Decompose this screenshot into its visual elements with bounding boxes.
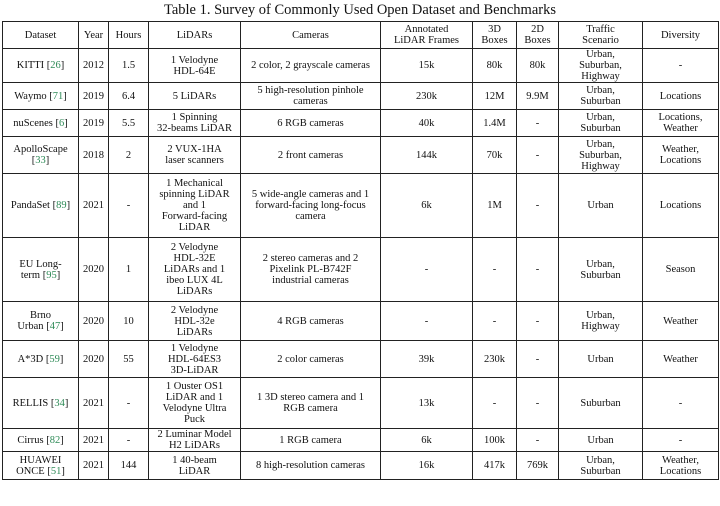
diversity-cell: Weather, Locations [643,137,719,174]
dataset-name: Cirrus [17,434,44,446]
diversity-cell: Weather, Locations [643,452,719,480]
table-caption: Table 1. Survey of Commonly Used Open Dataset and Benchmarks [163,2,556,18]
dataset-name: RELLIS [12,397,49,409]
boxes2d-cell: - [517,302,559,341]
cameras-cell: 2 color cameras [241,341,381,378]
traffic-cell: Suburban [559,378,643,429]
frames-cell: 15k [381,49,473,83]
dataset-name: KITTI [16,60,45,71]
col-header-lidars: LiDARs [149,22,241,49]
cameras-cell: 2 front cameras [241,137,381,174]
hours-cell: 144 [109,452,149,480]
boxes2d-cell: 769k [517,452,559,480]
diversity-cell: - [643,378,719,429]
cameras-cell: 1 3D stereo camera and 1 RGB camera [241,378,381,429]
cameras-cell: 6 RGB cameras [241,110,381,137]
citation-link[interactable]: 47 [49,321,61,332]
table-row [3,110,719,137]
diversity-cell: Locations, Weather [643,110,719,137]
diversity-cell: - [643,49,719,83]
table-row [3,137,719,174]
frames-cell: 16k [381,452,473,480]
year-cell: 2012 [79,49,109,83]
col-header-cameras: Cameras [241,22,381,49]
frames-cell: - [381,302,473,341]
dataset-cell: EU Long- term [95] [3,238,79,302]
citation-link[interactable]: 51 [50,465,62,477]
table-row [3,341,719,378]
col-header-traffic: Traffic Scenario [559,22,643,49]
frames-cell: 6k [381,429,473,452]
table-row [3,49,719,83]
hours-cell: 1.5 [109,49,149,83]
col-header-diversity: Diversity [643,22,719,49]
table-row [3,83,719,110]
lidars-cell: 1 Ouster OS1 LiDAR and 1 Velodyne Ultra Puck [149,378,241,429]
lidars-cell: 2 Luminar Model H2 LiDARs [149,429,241,452]
diversity-cell: Locations [643,174,719,238]
frames-cell: 6k [381,174,473,238]
traffic-cell: Urban, Suburban [559,238,643,302]
year-cell: 2019 [79,83,109,110]
citation-link[interactable]: 71 [52,90,64,102]
boxes3d-cell: 1.4M [473,110,517,137]
boxes3d-cell: 1M [473,174,517,238]
dataset-cell: KITTI [26] [3,49,79,83]
dataset-cell: RELLIS [34] [3,378,79,429]
frames-cell: 39k [381,341,473,378]
dataset-name: Waymo [14,90,47,102]
col-header-2d-boxes: 2D Boxes [517,22,559,49]
cameras-cell: 2 color, 2 grayscale cameras [241,49,381,83]
cameras-cell: 2 stereo cameras and 2 Pixelink PL-B742F industrial cameras [241,238,381,302]
col-header-frames: Annotated LiDAR Frames [381,22,473,49]
boxes3d-cell: 230k [473,341,517,378]
boxes3d-cell: - [473,378,517,429]
boxes2d-cell: - [517,137,559,174]
citation-link[interactable]: 59 [49,353,60,365]
traffic-cell: Urban [559,341,643,378]
traffic-cell: Urban [559,429,643,452]
boxes3d-cell: 80k [473,49,517,83]
lidars-cell: 5 LiDARs [149,83,241,110]
boxes2d-cell: - [517,238,559,302]
citation-link[interactable]: 89 [56,200,67,211]
boxes2d-cell: - [517,429,559,452]
boxes2d-cell: - [517,378,559,429]
citation-link[interactable]: 26 [50,60,61,71]
traffic-cell: Urban, Suburban [559,110,643,137]
traffic-cell: Urban, Suburban, Highway [559,49,643,83]
lidars-cell: 2 VUX-1HA laser scanners [149,137,241,174]
dataset-cell: ApolloScape [33] [3,137,79,174]
cameras-cell: 1 RGB camera [241,429,381,452]
dataset-cell: A*3D [59] [3,341,79,378]
lidars-cell: 1 Spinning 32-beams LiDAR [149,110,241,137]
frames-cell: 144k [381,137,473,174]
boxes2d-cell: 9.9M [517,83,559,110]
boxes3d-cell: 417k [473,452,517,480]
boxes2d-cell: - [517,110,559,137]
year-cell: 2021 [79,174,109,238]
boxes3d-cell: - [473,238,517,302]
boxes2d-cell: - [517,341,559,378]
boxes3d-cell: 100k [473,429,517,452]
traffic-cell: Urban, Suburban [559,83,643,110]
hours-cell: 10 [109,302,149,341]
col-header-dataset: Dataset [3,22,79,49]
hours-cell: - [109,378,149,429]
diversity-cell: Weather [643,341,719,378]
traffic-cell: Urban, Suburban, Highway [559,137,643,174]
lidars-cell: 2 Velodyne HDL-32E LiDARs and 1 ibeo LUX 4L LiDARs [149,238,241,302]
citation-link[interactable]: 33 [35,155,46,166]
table-row [3,429,719,452]
table-row [3,174,719,238]
boxes3d-cell: 12M [473,83,517,110]
lidars-cell: 2 Velodyne HDL-32e LiDARs [149,302,241,341]
hours-cell: 55 [109,341,149,378]
diversity-cell: Weather [643,302,719,341]
boxes2d-cell: 80k [517,49,559,83]
dataset-cell: Brno Urban [47] [3,302,79,341]
frames-cell: 230k [381,83,473,110]
lidars-cell: 1 40-beam LiDAR [149,452,241,480]
year-cell: 2019 [79,110,109,137]
diversity-cell: - [643,429,719,452]
table-row [3,452,719,480]
table-row [3,378,719,429]
dataset-cell: nuScenes [6] [3,110,79,137]
lidars-cell: 1 Velodyne HDL-64E [149,49,241,83]
boxes3d-cell: 70k [473,137,517,174]
citation-link[interactable]: 82 [49,434,61,446]
dataset-name: Brno Urban [17,310,51,332]
traffic-cell: Urban, Suburban [559,452,643,480]
hours-cell: 1 [109,238,149,302]
dataset-name: HUAWEI ONCE [16,454,62,477]
table-row [3,238,719,302]
dataset-cell: Cirrus [82] [3,429,79,452]
hours-cell: - [109,174,149,238]
dataset-cell: HUAWEI ONCE [51] [3,452,79,480]
lidars-cell: 1 Velodyne HDL-64ES3 3D-LiDAR [149,341,241,378]
dataset-cell: Waymo [71] [3,83,79,110]
dataset-name: A*3D [17,353,44,365]
dataset-name: PandaSet [10,200,50,211]
header-row [3,22,719,49]
citation-link[interactable]: 34 [54,397,65,409]
year-cell: 2021 [79,429,109,452]
frames-cell: 40k [381,110,473,137]
boxes2d-cell: - [517,174,559,238]
traffic-cell: Urban [559,174,643,238]
table-row [3,302,719,341]
year-cell: 2020 [79,238,109,302]
diversity-cell: Locations [643,83,719,110]
year-cell: 2021 [79,452,109,480]
col-header-hours: Hours [109,22,149,49]
citation-link[interactable]: 6 [59,117,65,129]
hours-cell: - [109,429,149,452]
year-cell: 2020 [79,341,109,378]
dataset-name: EU Long- term [19,258,62,281]
cameras-cell: 4 RGB cameras [241,302,381,341]
dataset-name: ApolloScape [13,144,68,155]
lidars-cell: 1 Mechanical spinning LiDAR and 1 Forward-facing LiDAR [149,174,241,238]
survey-table [2,21,719,480]
frames-cell: 13k [381,378,473,429]
diversity-cell: Season [643,238,719,302]
cameras-cell: 5 high-resolution pinhole cameras [241,83,381,110]
hours-cell: 2 [109,137,149,174]
year-cell: 2021 [79,378,109,429]
year-cell: 2020 [79,302,109,341]
year-cell: 2018 [79,137,109,174]
boxes3d-cell: - [473,302,517,341]
citation-link[interactable]: 95 [46,269,57,281]
col-header-year: Year [79,22,109,49]
hours-cell: 6.4 [109,83,149,110]
cameras-cell: 5 wide-angle cameras and 1 forward-facing long-focus camera [241,174,381,238]
cameras-cell: 8 high-resolution cameras [241,452,381,480]
dataset-cell: PandaSet [89] [3,174,79,238]
col-header-3d-boxes: 3D Boxes [473,22,517,49]
frames-cell: - [381,238,473,302]
traffic-cell: Urban, Highway [559,302,643,341]
dataset-name: nuScenes [13,117,53,129]
hours-cell: 5.5 [109,110,149,137]
